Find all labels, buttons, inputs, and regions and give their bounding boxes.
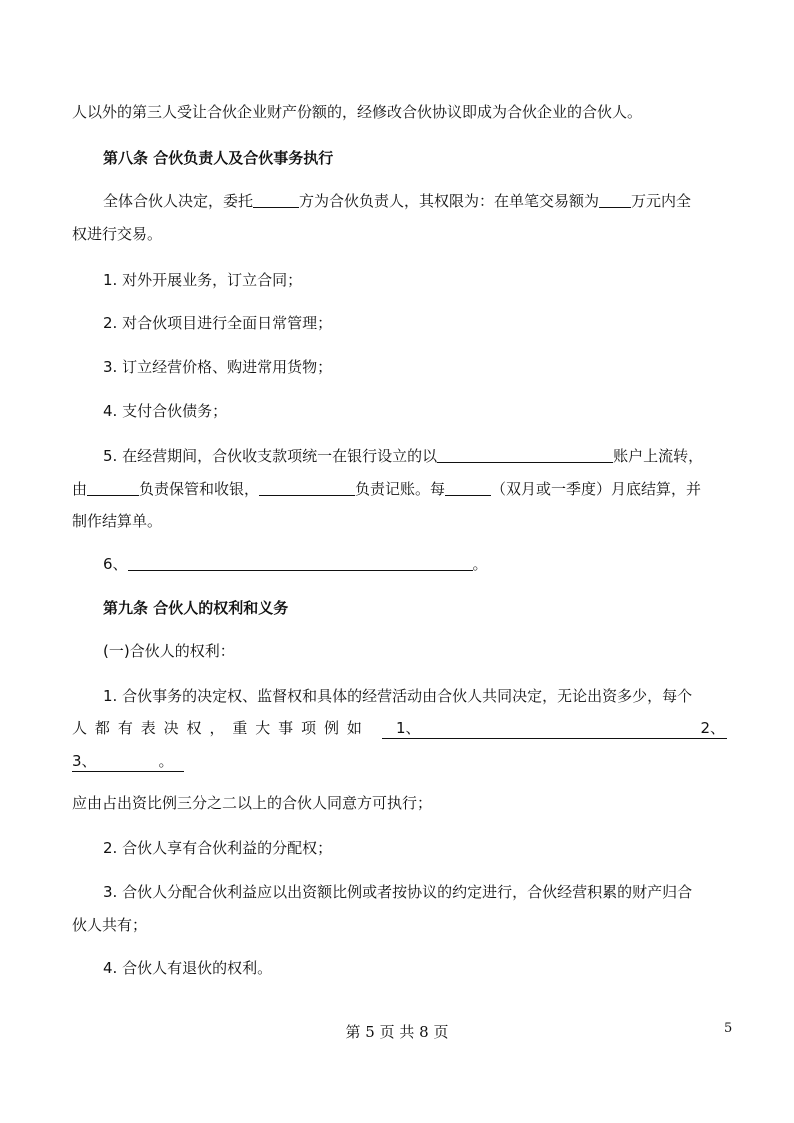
spaced-char: 事 — [278, 719, 294, 737]
text-segment: 1、 — [396, 719, 421, 737]
list-item: 2. 对合伙项目进行全面日常管理； — [103, 314, 333, 332]
right-3-line2: 伙人共有； — [72, 916, 148, 934]
text-segment: 。 — [472, 555, 488, 573]
spaced-char: 大 — [255, 719, 271, 737]
list-item-6 — [103, 554, 488, 574]
text-segment: 全体合伙人决定，委托 — [103, 192, 254, 210]
spaced-char: 项 — [301, 719, 317, 737]
right-1-line4: 应由占出资比例三分之二以上的合伙人同意方可执行； — [72, 794, 433, 812]
text-segment: 万元内全 — [631, 192, 692, 210]
spaced-char: ， — [209, 719, 225, 737]
right-1-line3 — [72, 751, 184, 772]
list-item-5-line1 — [103, 446, 703, 466]
right-4: 4. 合伙人有退伙的权利。 — [103, 959, 273, 977]
right-2: 2. 合伙人享有合伙利益的分配权； — [103, 839, 333, 857]
list-item: 4. 支付合伙债务； — [103, 402, 228, 420]
right-1-line1: 1. 合伙事务的决定权、监督权和具体的经营活动由合伙人共同决定，无论出资多少，每个 — [103, 687, 693, 705]
spaced-char: 决 — [163, 719, 179, 737]
spaced-char: 人 — [72, 719, 88, 737]
rights-heading: (一)合伙人的权利： — [103, 642, 235, 660]
blank-line — [599, 191, 631, 208]
spaced-char: 都 — [94, 719, 110, 737]
spaced-char: 表 — [140, 719, 156, 737]
list-item-5-line3: 制作结算单。 — [72, 512, 163, 530]
blank-line — [87, 479, 139, 496]
spaced-text — [72, 718, 362, 738]
text-segment: 负责保管和收银， — [139, 480, 260, 498]
blank-line — [128, 554, 473, 571]
list-item: 3. 订立经营价格、购进常用货物； — [103, 358, 333, 376]
intro-paragraph: 人以外的第三人受让合伙企业财产份额的，经修改合伙协议即成为合伙企业的合伙人。 — [72, 103, 643, 121]
article-8-paragraph-line1 — [103, 191, 691, 211]
text-segment: 。 — [158, 752, 174, 770]
spaced-char: 如 — [346, 719, 362, 737]
list-item-5-line2 — [72, 479, 701, 499]
right-1-line2 — [72, 718, 727, 739]
blank-line — [72, 751, 184, 772]
spaced-char: 重 — [232, 719, 248, 737]
spaced-char: 例 — [323, 719, 339, 737]
blank-line — [445, 479, 491, 496]
text-segment: 账户上流转， — [613, 447, 704, 465]
article-8-heading: 第八条 合伙负责人及合伙事务执行 — [103, 149, 334, 167]
blank-line — [259, 479, 355, 496]
list-item: 1. 对外开展业务，订立合同； — [103, 271, 303, 289]
blank-line — [382, 718, 727, 739]
text-segment: 方为合伙负责人，其权限为：在单笔交易额为 — [299, 192, 600, 210]
right-3-line1: 3. 合伙人分配合伙利益应以出资额比例或者按协议的约定进行，合伙经营积累的财产归合 — [103, 883, 693, 901]
spaced-char: 有 — [117, 719, 133, 737]
text-segment: 负责记账。每 — [355, 480, 446, 498]
page-footer: 第 5 页 共 8 页 — [345, 1023, 449, 1041]
article-8-paragraph-line2: 权进行交易。 — [72, 225, 163, 243]
text-segment: 5. 在经营期间，合伙收支款项统一在银行设立的以 — [103, 447, 438, 465]
text-segment: 2、 — [700, 719, 725, 737]
spaced-char: 权 — [186, 719, 202, 737]
text-segment: 3、 — [72, 752, 97, 770]
text-segment: （双月或一季度）月底结算，并 — [491, 480, 702, 498]
blank-line — [253, 191, 299, 208]
blank-line — [437, 446, 613, 463]
text-segment: 6、 — [103, 555, 128, 573]
page-number: 5 — [724, 1021, 733, 1036]
text-segment: 由 — [72, 480, 88, 498]
article-9-heading: 第九条 合伙人的权利和义务 — [103, 599, 289, 617]
